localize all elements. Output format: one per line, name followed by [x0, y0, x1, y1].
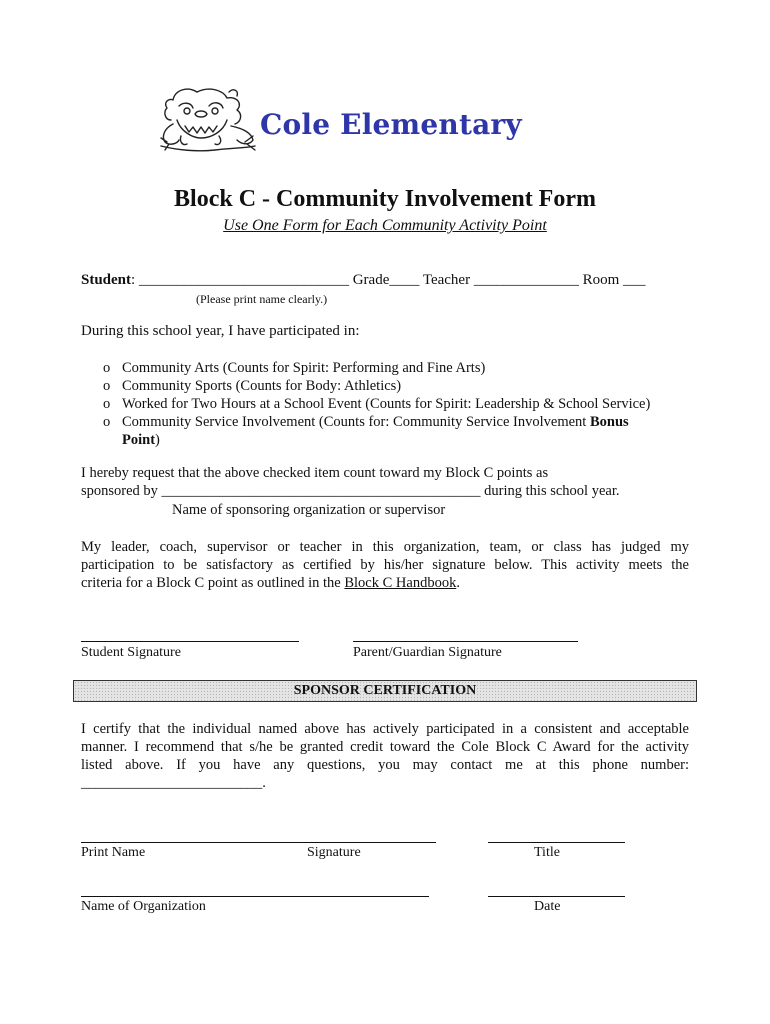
point-label: Point — [122, 432, 156, 448]
student-info-line — [81, 272, 646, 289]
sponsor-org-caption: Name of sponsoring organization or supervisor — [172, 502, 446, 518]
option-label: Community Service Involvement (Counts for: Community Service Involvement Bonus Point) — [122, 414, 629, 448]
student-name-blank[interactable]: : ____________________________ — [131, 272, 353, 288]
request-line-1: I hereby request that the above checked item count toward my Block C points as — [81, 465, 549, 481]
print-name-note: (Please print name clearly.) — [196, 292, 328, 306]
checkbox-bullet[interactable]: o — [103, 414, 111, 430]
parent-signature-label: Parent/Guardian Signature — [353, 645, 502, 660]
checkbox-bullet[interactable]: o — [103, 396, 111, 412]
option-label: Worked for Two Hours at a School Event (Counts for Spirit: Leadership & School Service) — [122, 396, 651, 412]
checkbox-bullet[interactable]: o — [103, 360, 111, 376]
sponsor-certification-header: SPONSOR CERTIFICATION — [73, 680, 697, 702]
sponsor-signature-label: Signature — [307, 845, 361, 860]
option-label: Community Sports (Counts for Body: Athletics) — [122, 378, 402, 394]
title-label: Title — [534, 845, 560, 860]
bonus-label: Bonus — [589, 414, 629, 430]
checkbox-bullet[interactable]: o — [103, 378, 111, 394]
form-subtitle: Use One Form for Each Community Activity Point — [223, 217, 547, 234]
judgement-paragraph: My leader, coach, supervisor or teacher in this organization, team, or class has judged my participation to be satisfactory as certified by his/her signature below. This activity meets the criteria for a Block C point as outlined in the Block C Handbook. — [81, 539, 689, 591]
bulldog-mascot-icon — [157, 84, 259, 156]
option-label: Community Arts (Counts for Spirit: Performing and Fine Arts) — [122, 360, 486, 376]
certification-paragraph: I certify that the individual named above has actively participated in a consistent and acceptable manner. I recommend that s/he be granted credit toward the Cole Block C Award for the activity listed above. If you have any questions, you may contact me at this phone number: _________________________. — [81, 721, 689, 791]
parent-signature-line[interactable] — [353, 641, 578, 642]
room-blank[interactable]: Room ___ — [582, 272, 646, 288]
phone-number-blank[interactable]: _________________________. — [81, 775, 266, 791]
teacher-blank[interactable]: Teacher ______________ — [422, 272, 583, 288]
participation-intro: During this school year, I have participated in: — [81, 323, 360, 339]
school-name: Cole Elementary — [260, 108, 522, 141]
student-signature-line[interactable] — [81, 641, 299, 642]
date-label: Date — [534, 899, 561, 914]
option-school-event[interactable] — [103, 395, 650, 413]
form-title: Block C - Community Involvement Form — [174, 186, 596, 212]
organization-label: Name of Organization — [81, 899, 206, 914]
title-line[interactable] — [488, 842, 625, 843]
print-name-signature-line[interactable] — [81, 842, 436, 843]
block-c-handbook-link[interactable]: Block C Handbook — [344, 575, 457, 591]
date-line[interactable] — [488, 896, 625, 897]
organization-line[interactable] — [81, 896, 429, 897]
activity-options-list — [103, 359, 650, 449]
student-signature-label: Student Signature — [81, 645, 181, 660]
grade-blank[interactable]: Grade____ — [352, 272, 423, 288]
option-community-arts[interactable] — [103, 359, 650, 377]
option-community-service[interactable] — [103, 413, 650, 449]
sponsored-by-line[interactable]: sponsored by ____________________________________________ during this school year. — [81, 483, 620, 499]
option-community-sports[interactable] — [103, 377, 650, 395]
print-name-label: Print Name — [81, 845, 146, 860]
student-label: Student — [81, 272, 132, 288]
